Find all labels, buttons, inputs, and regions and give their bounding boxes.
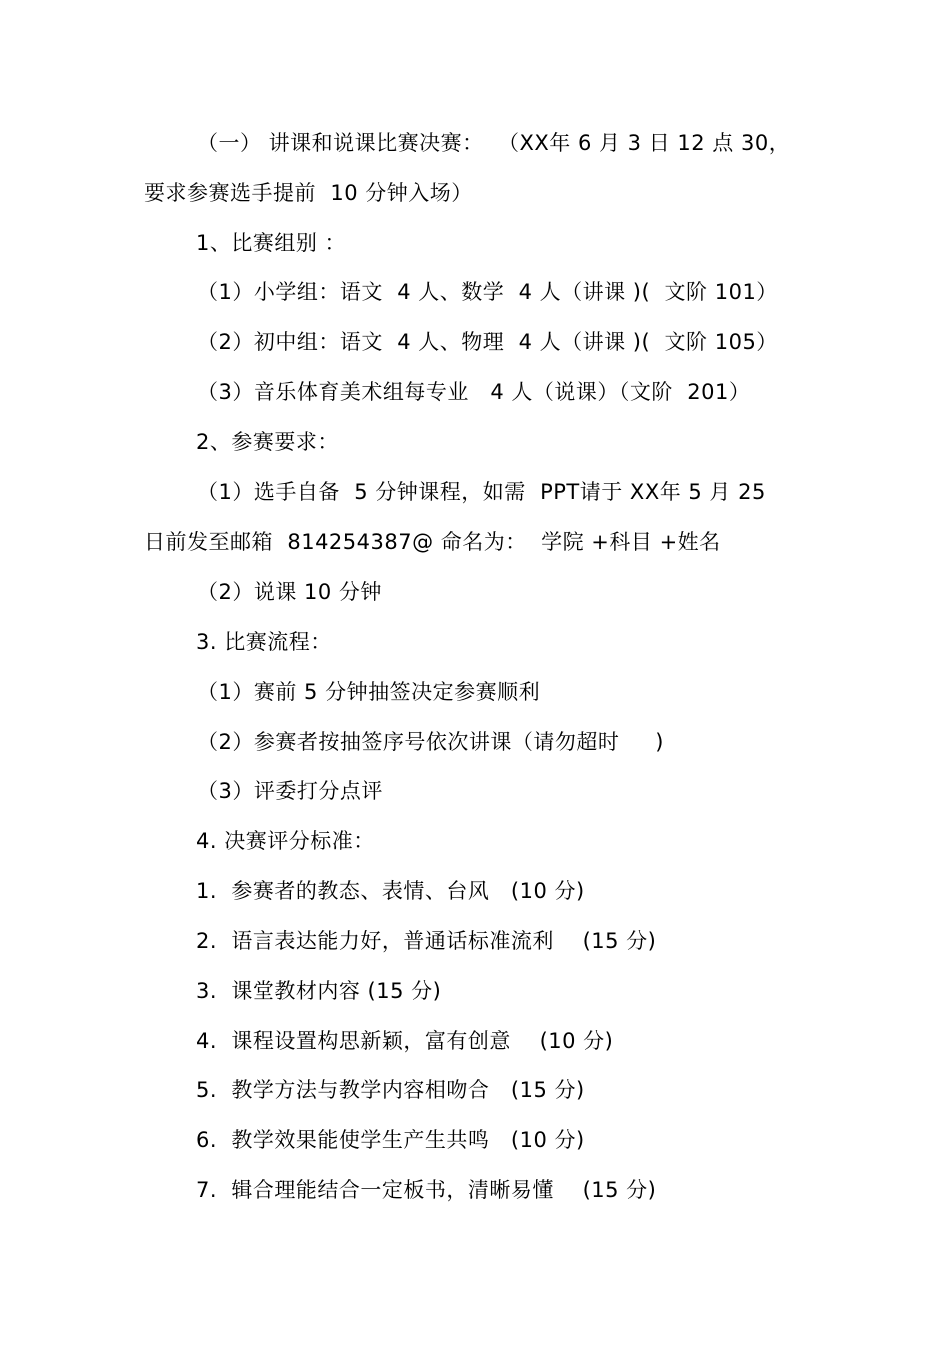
subheading-requirements: 2、参赛要求： — [196, 430, 339, 454]
list-item-score-5: 5. 教学方法与教学内容相吻合 (15 分) — [196, 1078, 585, 1102]
list-item-process-3: （3）评委打分点评 — [197, 779, 383, 803]
list-item-score-4: 4. 课程设置构思新颖，富有创意 (10 分) — [196, 1029, 614, 1053]
list-item-process-2: （2）参赛者按抽签序号依次讲课（请勿超时 ) — [197, 730, 664, 754]
list-item-group-primary: （1）小学组：语文 4 人、数学 4 人（讲课 )( 文阶 101） — [197, 280, 778, 304]
list-item-score-2: 2. 语言表达能力好，普通话标准流利 (15 分) — [196, 929, 657, 953]
list-item-score-3: 3. 课堂教材内容 (15 分) — [196, 979, 442, 1003]
section-heading-final: （一） 讲课和说课比赛决赛： （XX年 6 月 3 日 12 点 30， — [197, 131, 791, 155]
list-item-group-junior: （2）初中组：语文 4 人、物理 4 人（讲课 )( 文阶 105） — [197, 330, 778, 354]
subheading-process: 3. 比赛流程： — [196, 630, 332, 654]
list-item-score-6: 6. 教学效果能使学生产生共鸣 (10 分) — [196, 1128, 585, 1152]
list-item-group-arts: （3）音乐体育美术组每专业 4 人（说课）（文阶 201） — [197, 380, 751, 404]
list-item-process-1: （1）赛前 5 分钟抽签决定参赛顺利 — [197, 680, 541, 704]
subheading-scoring: 4. 决赛评分标准： — [196, 829, 375, 853]
paragraph-continuation-email: 日前发至邮箱 814254387@ 命名为： 学院 +科目 +姓名 — [144, 530, 721, 554]
list-item-score-1: 1. 参赛者的教态、表情、台风 (10 分) — [196, 879, 585, 903]
list-item-score-7: 7. 辑合理能结合一定板书，清晰易懂 (15 分) — [196, 1178, 657, 1202]
subheading-groups: 1、比赛组别 ： — [196, 231, 347, 255]
list-item-requirement-2: （2）说课 10 分钟 — [197, 580, 382, 604]
list-item-requirement-1: （1）选手自备 5 分钟课程，如需 PPT请于 XX年 5 月 25 — [197, 480, 766, 504]
paragraph-continuation: 要求参赛选手提前 10 分钟入场） — [144, 181, 473, 205]
